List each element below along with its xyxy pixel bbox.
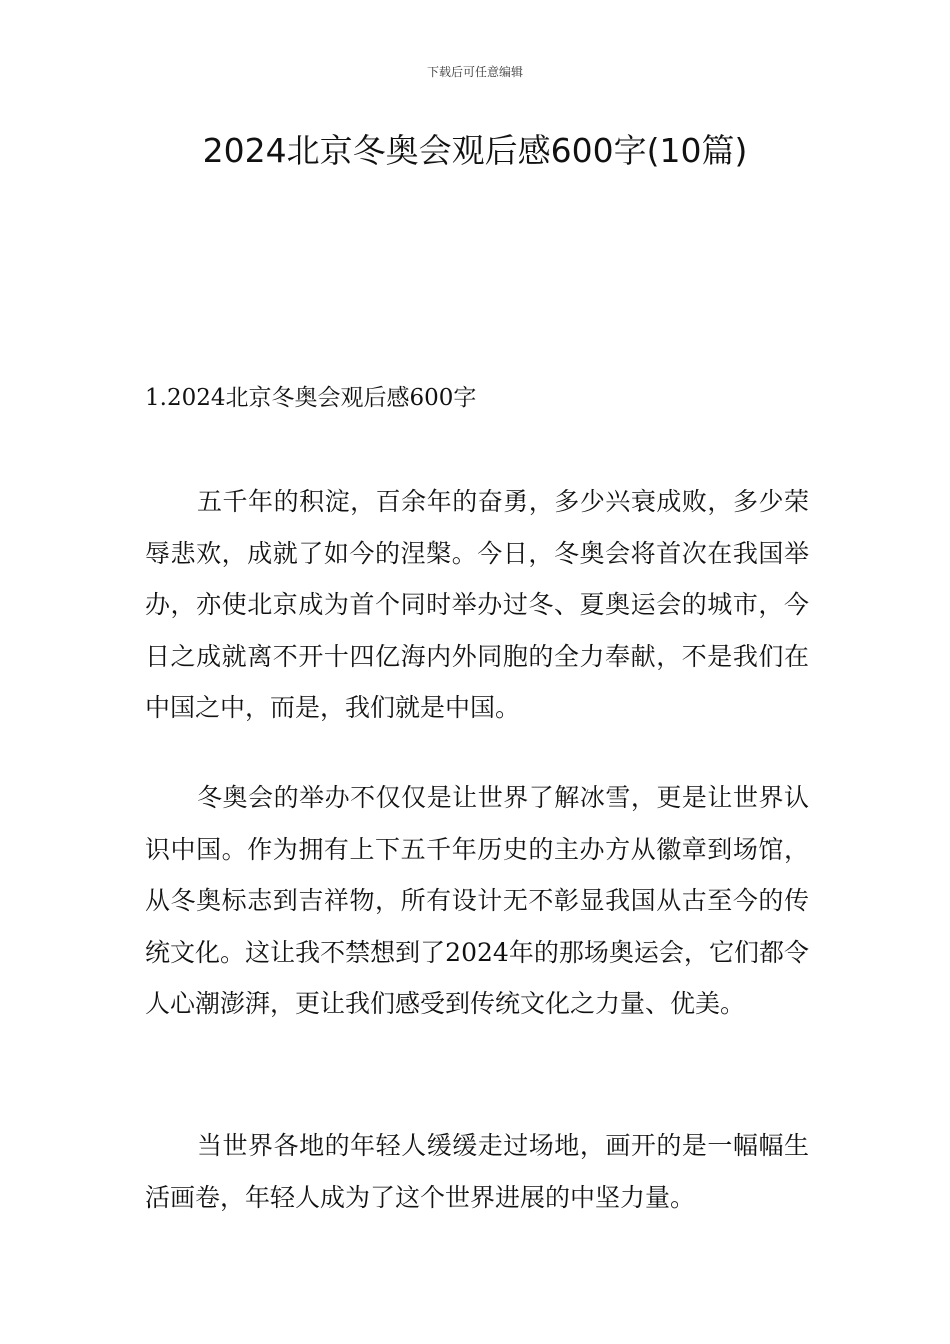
section-heading: 1.2024北京冬奥会观后感600字: [145, 385, 477, 411]
document-title: 2024北京冬奥会观后感600字(10篇): [202, 131, 748, 170]
paragraph-3: 当世界各地的年轻人缓缓走过场地，画开的是一幅幅生活画卷，年轻人成为了这个世界进展的中坚力量。: [145, 1131, 809, 1212]
header-note: 下载后可任意编辑: [426, 65, 523, 79]
paragraph-1: 五千年的积淀，百余年的奋勇，多少兴衰成败，多少荣辱悲欢，成就了如今的涅槃。今日，冬奥会将首次在我国举办，亦使北京成为首个同时举办过冬、夏奥运会的城市，今日之成就离不开十四亿海内外同胞的全力奉献，不是我们在中国之中，而是，我们就是中国。: [145, 487, 809, 722]
paragraph-2: 冬奥会的举办不仅仅是让世界了解冰雪，更是让世界认识中国。作为拥有上下五千年历史的主办方从徽章到场馆，从冬奥标志到吉祥物，所有设计无不彰显我国从古至今的传统文化。这让我不禁想到了2024年的那场奥运会，它们都令人心潮澎湃，更让我们感受到传统文化之力量、优美。: [145, 783, 809, 1018]
